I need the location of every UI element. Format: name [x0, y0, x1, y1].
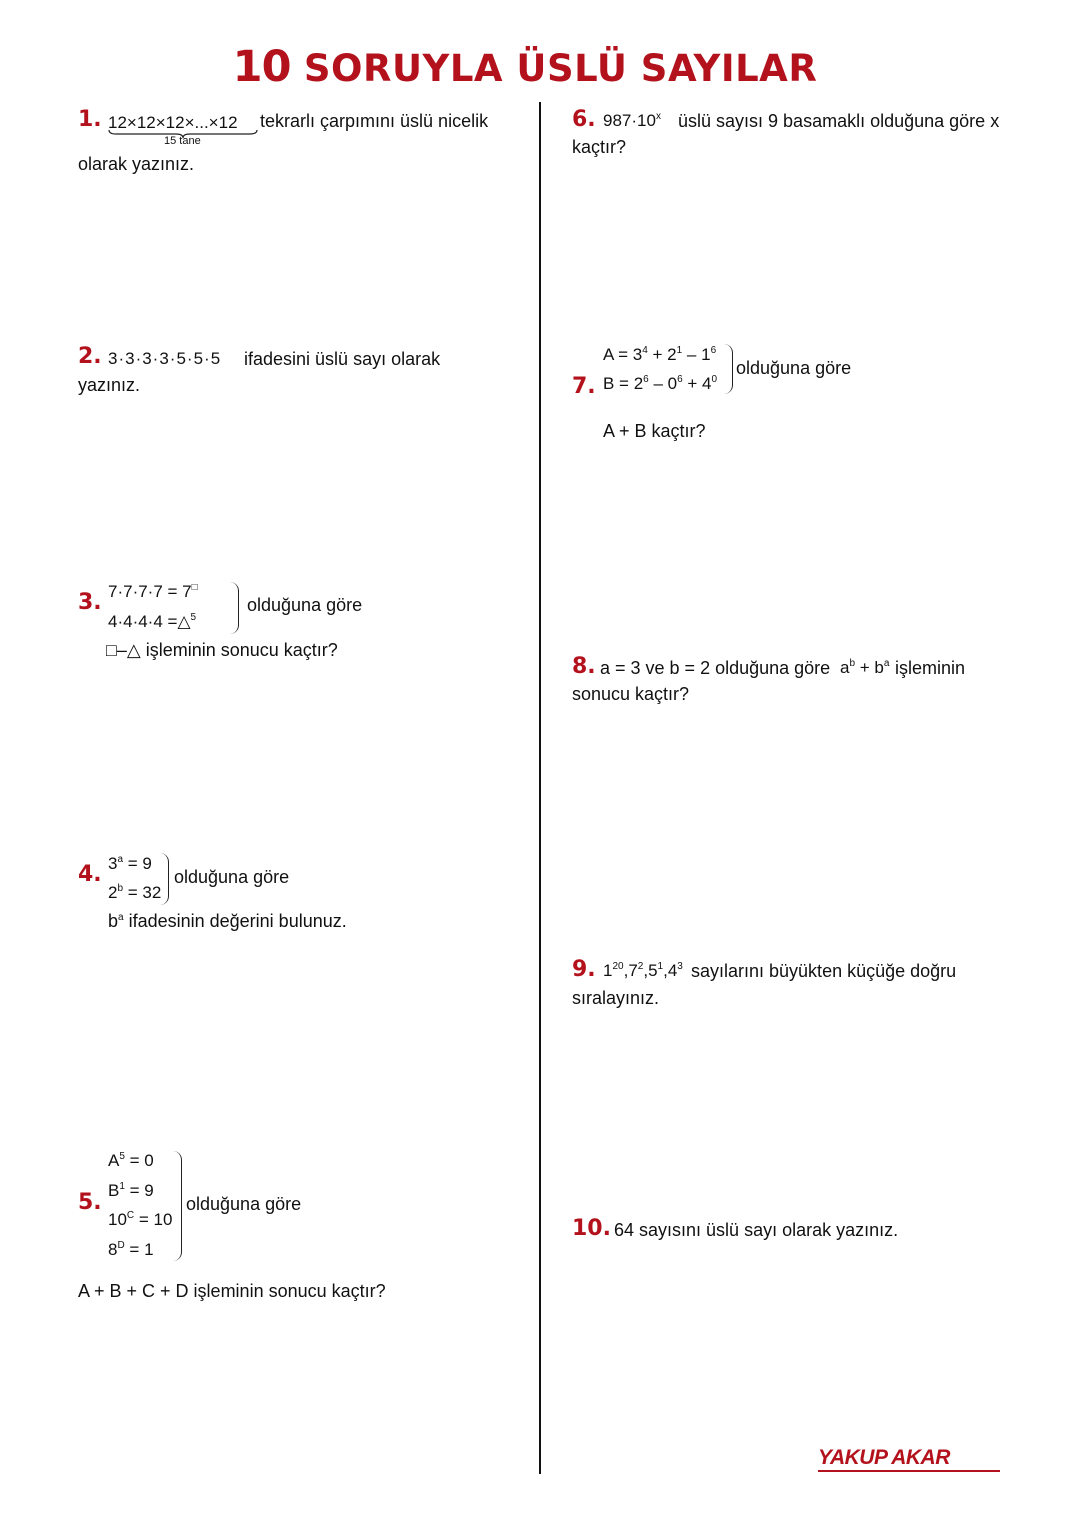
condition-line-4: $8^D = 1$ — [108, 1240, 154, 1259]
brace-icon — [173, 1151, 182, 1261]
question-number: 6. — [572, 107, 596, 132]
column-divider — [539, 102, 541, 1474]
question-text: ifadesini üslü sayı olarak — [244, 349, 441, 369]
condition-line-2: 4·4·4·4 =△$^5$ — [108, 612, 197, 631]
question-text: a = 3 ve b = 2 olduğuna göre — [600, 658, 831, 678]
condition-line-2: $B^1 = 9$ — [108, 1181, 154, 1200]
condition-line-2: $2^b = 32$ — [108, 883, 162, 902]
author-signature: YAKUP AKAR — [818, 1446, 950, 1469]
question-text-b: işleminin — [895, 658, 966, 678]
question-number: 8. — [572, 654, 596, 679]
question-number: 3. — [78, 590, 102, 615]
question-text: üslü sayısı 9 basamaklı olduğuna göre x — [678, 111, 1000, 131]
question-text: sayılarını büyükten küçüğe doğru — [691, 961, 957, 981]
page-title: 10 SORUYLA ÜSLÜ SAYILAR — [232, 42, 818, 92]
condition-line-1: $A^5 = 0$ — [108, 1151, 154, 1170]
question-number: 10. — [572, 1216, 611, 1241]
question-text-cont: yazınız. — [78, 375, 141, 395]
question-ask: $b^a$ ifadesinin değerini bulunuz. — [108, 911, 347, 931]
question-ask: A + B kaçtır? — [603, 421, 706, 441]
condition-text: olduğuna göre — [186, 1194, 302, 1214]
question-ask: □–△ işleminin sonucu kaçtır? — [106, 640, 338, 660]
underbrace-label: 15 tane — [164, 135, 201, 147]
power-expression: $a^b + b^a$ — [840, 658, 890, 677]
question-text-cont: sıralayınız. — [572, 988, 660, 1008]
question-text-cont: kaçtır? — [572, 137, 627, 157]
power-expression: $987\cdot 10^x$ — [603, 111, 661, 130]
condition-line-1: 7·7·7·7 = 7□ — [108, 582, 198, 601]
signature-underline — [818, 1470, 1000, 1472]
question-text-cont: sonucu kaçtır? — [572, 684, 690, 704]
condition-line-2: $B = 2^6 - 0^6 + 4^0$ — [603, 374, 718, 393]
condition-text: olduğuna göre — [247, 595, 363, 615]
condition-line-3: $10^C = 10$ — [108, 1210, 173, 1229]
question-number: 4. — [78, 862, 102, 887]
question-number: 5. — [78, 1190, 102, 1215]
question-number: 9. — [572, 957, 596, 982]
question-text: tekrarlı çarpımını üslü nicelik — [260, 111, 489, 131]
brace-icon — [230, 582, 239, 634]
condition-line-1: $3^a = 9$ — [108, 854, 152, 873]
question-number: 2. — [78, 344, 102, 369]
product-expression: 3·3·3·3·5·5·5 — [108, 349, 222, 368]
question-number: 1. — [78, 107, 102, 132]
condition-text: olduğuna göre — [174, 867, 290, 887]
brace-icon — [160, 853, 169, 905]
condition-text: olduğuna göre — [736, 358, 852, 378]
question-number: 7. — [572, 374, 596, 399]
condition-line-1: $A = 3^4 + 2^1 - 1^6$ — [603, 345, 717, 364]
number-list: $1^{20},7^2,5^1,4^3$ — [603, 961, 683, 980]
question-text: 64 sayısını üslü sayı olarak yazınız. — [614, 1220, 899, 1240]
question-ask: A + B + C + D işleminin sonucu kaçtır? — [78, 1281, 386, 1301]
question-text-cont: olarak yazınız. — [78, 154, 195, 174]
product-expression: 12×12×12×...×12 — [108, 113, 238, 132]
brace-icon — [724, 344, 733, 394]
